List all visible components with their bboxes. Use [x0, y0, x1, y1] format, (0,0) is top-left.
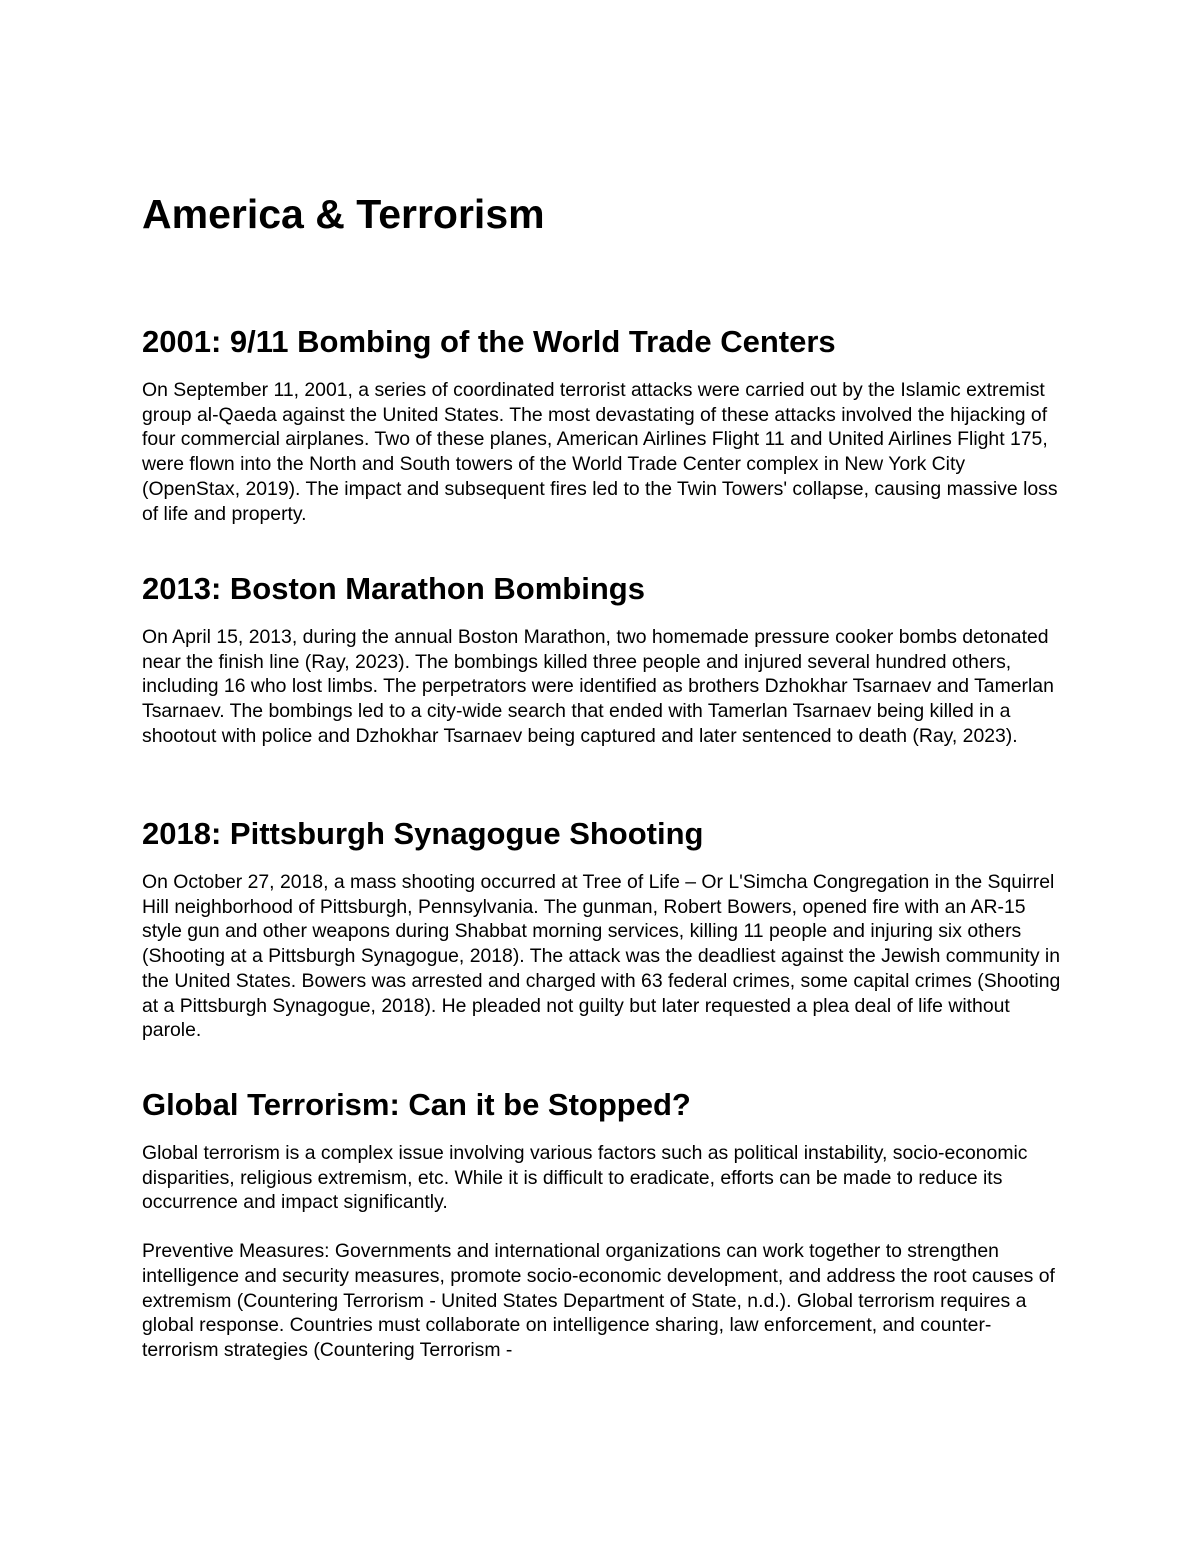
section-2001-9-11 [142, 323, 1064, 526]
section-global-terrorism [142, 1086, 1064, 1363]
section-paragraph: On September 11, 2001, a series of coordinated terrorist attacks were carried out by the Islamic extremist group al-Qaeda against the United States. The most devastating of these attacks involved the hijacking of four commercial airplanes. Two of these planes, American Airlines Flight 11 and United Airlines Flight 175, were flown into the North and South towers of the World Trade Center complex in New York City (OpenStax, 2019). The impact and subsequent fires led to the Twin Towers' collapse, causing massive loss of life and property. [142, 379, 1058, 525]
section-heading: 2013: Boston Marathon Bombings [142, 571, 645, 606]
section-paragraph: On April 15, 2013, during the annual Boston Marathon, two homemade pressure cooker bombs detonated near the finish line (Ray, 2023). The bombings killed three people and injured several hundred others, including 16 who lost limbs. The perpetrators were identified as brothers Dzhokhar Tsarnaev and Tamerlan Tsarnaev. The bombings led to a city-wide search that ended with Tamerlan Tsarnaev being killed in a shootout with police and Dzhokhar Tsarnaev being captured and later sentenced to death (Ray, 2023). [142, 626, 1054, 747]
section-paragraph: Global terrorism is a complex issue involving various factors such as political instability, socio-economic disparities, religious extremism, etc. While it is difficult to eradicate, efforts can be made to reduce its occurrence and impact significantly. [142, 1142, 1028, 1214]
section-heading: Global Terrorism: Can it be Stopped? [142, 1087, 691, 1122]
document-title: America & Terrorism [142, 191, 545, 237]
section-2013-boston [142, 570, 1064, 749]
section-heading: 2001: 9/11 Bombing of the World Trade Centers [142, 324, 836, 359]
section-heading: 2018: Pittsburgh Synagogue Shooting [142, 816, 704, 851]
section-paragraph: On October 27, 2018, a mass shooting occurred at Tree of Life – Or L'Simcha Congregation in the Squirrel Hill neighborhood of Pittsburgh, Pennsylvania. The gunman, Robert Bowers, opened fire with an AR-15 style gun and other weapons during Shabbat morning services, killing 11 people and injuring six others (Shooting at a Pittsburgh Synagogue, 2018). The attack was the deadliest against the Jewish community in the United States. Bowers was arrested and charged with 63 federal crimes, some capital crimes (Shooting at a Pittsburgh Synagogue, 2018). He pleaded not guilty but later requested a plea deal of life without parole. [142, 871, 1061, 1042]
section-paragraph-preventive-measures: Preventive Measures: Governments and international organizations can work together to strengthen intelligence and security measures, promote socio-economic development, and address the root causes of extremism (Countering Terrorism - United States Department of State, n.d.). Global terrorism requires a global response. Countries must collaborate on intelligence sharing, law enforcement, and counter-terrorism strategies (Countering Terrorism - [142, 1240, 1055, 1361]
section-2018-pittsburgh [142, 815, 1064, 1043]
